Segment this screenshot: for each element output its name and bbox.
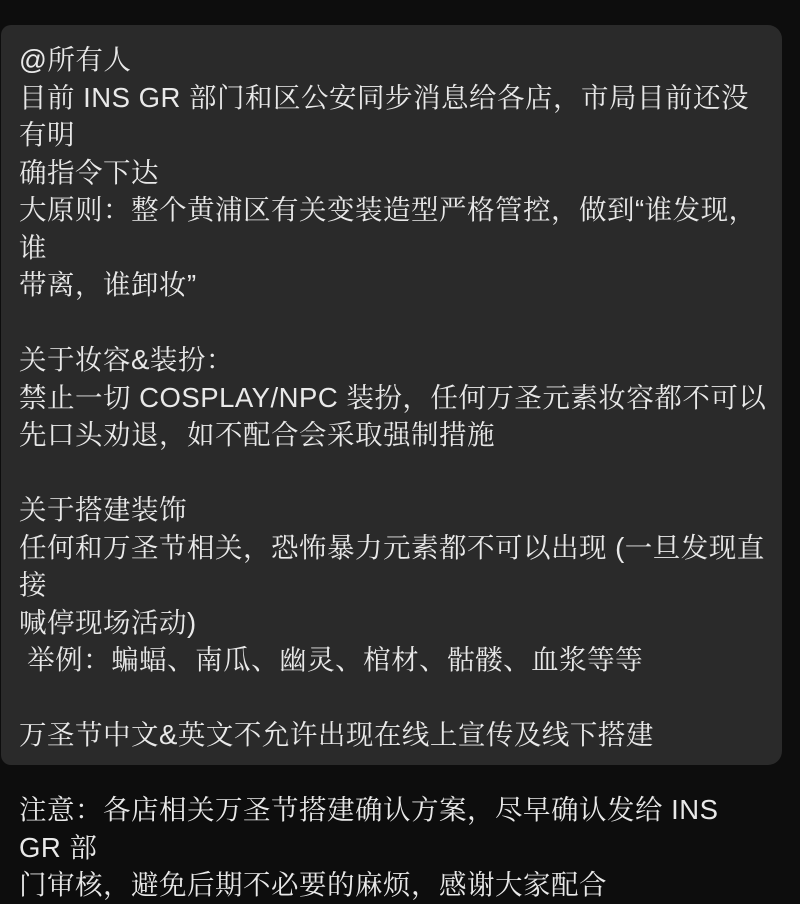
message-blank-line <box>19 304 768 342</box>
message-blank-line <box>19 754 768 792</box>
message-line: 大原则：整个黄浦区有关变装造型严格管控，做到“谁发现，谁 <box>19 194 757 263</box>
message-line: 先口头劝退，如不配合会采取强制措施 <box>19 419 495 450</box>
message-line: 万圣节中文&英文不允许出现在线上宣传及线下搭建 <box>19 719 654 750</box>
mention-all: @所有人 <box>19 44 132 75</box>
message-line: 禁止一切 COSPLAY/NPC 装扮，任何万圣元素妆容都不可以 <box>19 381 767 413</box>
message-line: 注意：各店相关万圣节搭建确认方案，尽早确认发给 INS GR 部 <box>19 794 727 863</box>
message-line: 关于搭建装饰 <box>19 494 187 525</box>
message-line: 关于妆容&装扮： <box>19 344 234 375</box>
message-line: 任何和万圣节相关，恐怖暴力元素都不可以出现 (一旦发现直接 <box>19 531 765 600</box>
message-line: 确指令下达 <box>19 156 159 188</box>
message-line: 带离，谁卸妆” <box>19 269 197 300</box>
message-line: 举例：蝙蝠、南瓜、幽灵、棺材、骷髅、血浆等等 <box>19 644 644 675</box>
message-bubble[interactable] <box>1 25 782 900</box>
message-line: 门审核，避免后期不必要的麻烦，感谢大家配合 <box>19 869 607 900</box>
message-line: 目前 INS GR 部门和区公安同步消息给各店，市局目前还没有明 <box>19 81 750 150</box>
message-line: 喊停现场活动) <box>19 606 197 638</box>
message-blank-line <box>19 454 768 492</box>
message-blank-line <box>19 679 768 717</box>
